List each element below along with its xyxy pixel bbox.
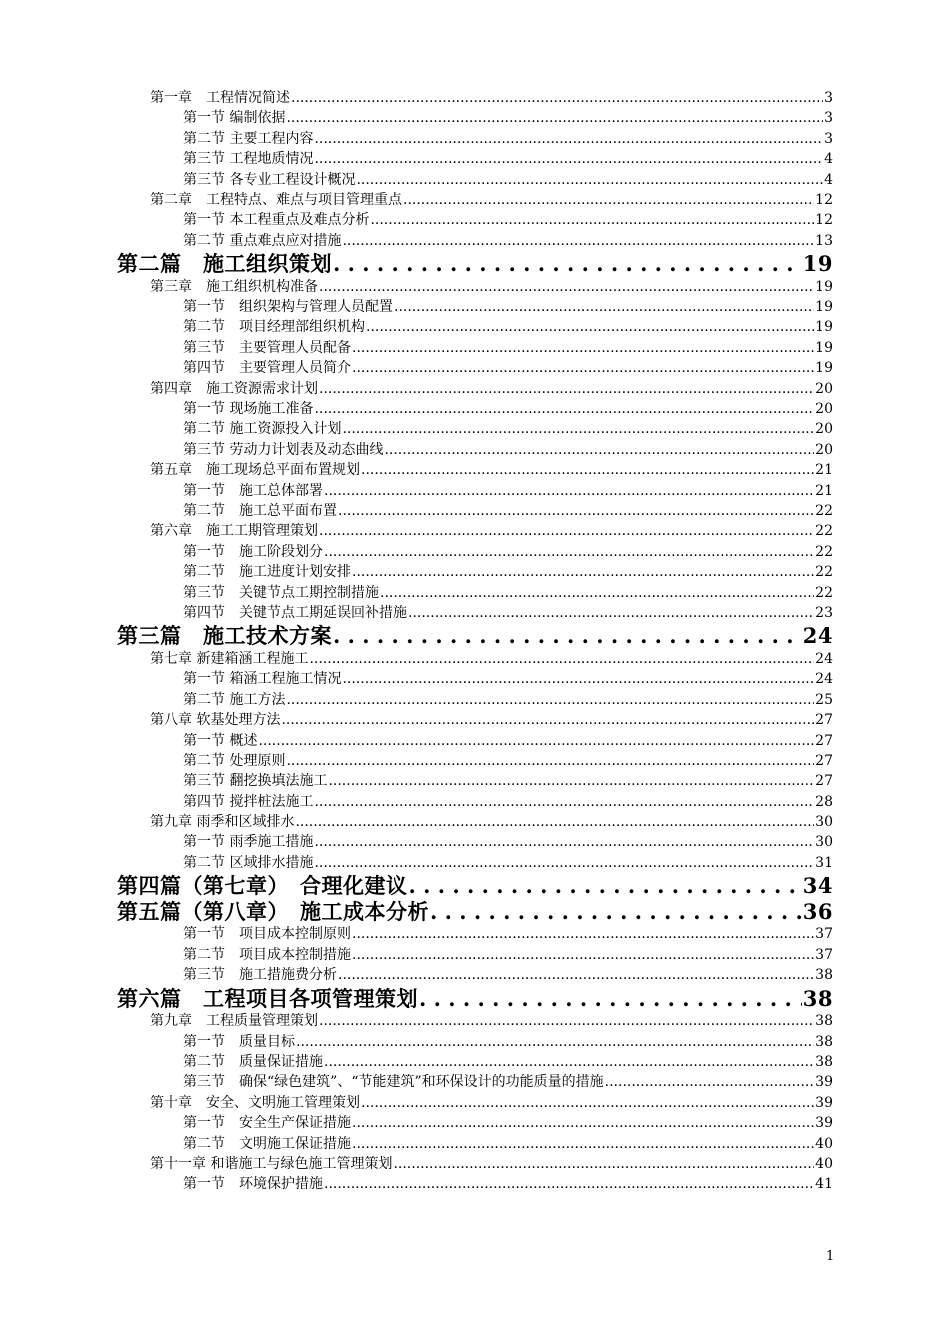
toc-entry-page: 19: [815, 319, 833, 336]
toc-entry-section[interactable]: [183, 440, 833, 460]
toc-entry-page: 3: [824, 110, 833, 127]
toc-entry-section[interactable]: [183, 318, 833, 338]
toc-entry-title: 第三节 翻挖换填法施工: [183, 773, 328, 790]
toc-entry-page: 22: [815, 564, 833, 581]
toc-entry-section[interactable]: [183, 481, 833, 501]
toc-leader-dots: [281, 710, 814, 730]
toc-entry-chapter[interactable]: [150, 460, 833, 480]
toc-leader-dots: [430, 899, 802, 925]
toc-entry-page: 27: [815, 712, 833, 729]
toc-entry-section[interactable]: [183, 583, 833, 603]
toc-leader-dots: [352, 945, 814, 965]
toc-entry-page: 22: [815, 503, 833, 519]
toc-entry-title: 第二节 施工总平面布置: [183, 503, 337, 519]
toc-entry-title: 第三节 劳动力计划表及动态曲线: [183, 441, 384, 458]
toc-entry-title: 第五篇（第八章） 施工成本分析: [117, 898, 429, 924]
toc-entry-page: 19: [815, 339, 833, 356]
toc-entry-page: 24: [815, 650, 833, 667]
toc-entry-title: 第二章 工程特点、难点与项目管理重点: [150, 191, 402, 208]
toc-entry-page: 38: [815, 1033, 833, 1050]
toc-leader-dots: [333, 251, 802, 277]
toc-leader-dots: [296, 1032, 814, 1052]
toc-entry-page: 22: [815, 584, 833, 601]
toc-entry-title: 第一节 组织架构与管理人员配置: [183, 299, 393, 316]
toc-leader-dots: [408, 603, 814, 623]
toc-entry-title: 第三节 主要管理人员配备: [183, 339, 351, 356]
toc-entry-page: 20: [815, 441, 833, 458]
toc-entry-title: 第九章 雨季和区域排水: [150, 814, 295, 831]
toc-entry-title: 第二节 施工资源投入计划: [183, 421, 342, 438]
toc-entry-title: 第一节 施工总体部署: [183, 482, 323, 499]
toc-entry-page: 12: [815, 212, 833, 229]
toc-entry-section[interactable]: [183, 562, 833, 582]
toc-entry-title: 第七章 新建箱涵工程施工: [150, 650, 309, 667]
toc-leader-dots: [342, 419, 814, 439]
toc-entry-section[interactable]: [183, 297, 833, 317]
toc-entry-page: 4: [824, 171, 833, 188]
toc-entry-title: 第三节 关键节点工期控制措施: [183, 584, 379, 601]
toc-leader-dots: [314, 129, 823, 149]
toc-entry-page: 37: [815, 946, 833, 963]
toc-entry-page: 27: [815, 773, 833, 790]
toc-entry-title: 第三节 工程地质情况: [183, 151, 314, 168]
toc-leader-dots: [314, 853, 814, 873]
toc-entry-section[interactable]: [183, 1113, 833, 1133]
toc-entry-page: 30: [815, 834, 833, 851]
toc-leader-dots: [394, 297, 814, 317]
toc-entry-page: 19: [802, 251, 833, 277]
toc-leader-dots: [319, 521, 814, 541]
toc-leader-dots: [352, 358, 814, 378]
toc-entry-page: 30: [815, 814, 833, 831]
toc-entry-section[interactable]: [183, 542, 833, 562]
toc-entry-page: 20: [815, 421, 833, 438]
toc-leader-dots: [352, 924, 814, 944]
table-of-contents: [0, 88, 950, 1195]
toc-entry-title: 第一节 安全生产保证措施: [183, 1115, 351, 1132]
toc-entry-page: 27: [815, 752, 833, 769]
toc-entry-title: 第二节 文明施工保证措施: [183, 1135, 351, 1152]
toc-entry-section[interactable]: [183, 1072, 833, 1092]
toc-entry-chapter[interactable]: [150, 521, 833, 541]
toc-entry-title: 第一节 雨季施工措施: [183, 834, 314, 851]
toc-entry-section[interactable]: [183, 690, 833, 710]
toc-entry-section[interactable]: [183, 231, 833, 251]
toc-entry-section[interactable]: [183, 731, 833, 751]
toc-entry-page: 21: [815, 462, 833, 479]
toc-leader-dots: [403, 190, 814, 210]
toc-entry-section[interactable]: [183, 669, 833, 689]
toc-entry-chapter[interactable]: [150, 88, 833, 108]
toc-entry-section[interactable]: [183, 1134, 833, 1154]
toc-leader-dots: [314, 149, 823, 169]
toc-leader-dots: [286, 108, 823, 128]
toc-entry-page: 38: [802, 985, 833, 1011]
toc-entry-section[interactable]: [183, 1174, 833, 1194]
toc-entry-page: 19: [815, 278, 833, 295]
toc-entry-title: 第六章 施工工期管理策划: [150, 523, 318, 540]
toc-entry-title: 第三篇 施工技术方案: [117, 623, 332, 649]
toc-leader-dots: [314, 832, 814, 852]
toc-leader-dots: [352, 1134, 814, 1154]
toc-leader-dots: [309, 649, 814, 669]
toc-leader-dots: [286, 751, 814, 771]
toc-entry-chapter[interactable]: [150, 812, 833, 832]
toc-entry-title: 第二节 主要工程内容: [183, 130, 314, 147]
toc-entry-chapter[interactable]: [150, 649, 833, 669]
toc-leader-dots: [361, 460, 814, 480]
toc-entry-page: 23: [815, 604, 833, 621]
toc-entry-title: 第二节 质量保证措施: [183, 1053, 323, 1070]
toc-entry-title: 第一节 项目成本控制原则: [183, 926, 351, 943]
toc-entry-title: 第四章 施工资源需求计划: [150, 380, 318, 397]
toc-leader-dots: [366, 317, 814, 337]
toc-entry-section[interactable]: [183, 170, 833, 190]
toc-leader-dots: [370, 210, 814, 230]
toc-entry-title: 第二节 项目经理部组织机构: [183, 319, 365, 336]
toc-leader-dots: [361, 1093, 814, 1113]
toc-entry-chapter[interactable]: [150, 1154, 833, 1174]
toc-entry-page: 41: [815, 1176, 833, 1193]
toc-entry-section[interactable]: [183, 129, 833, 149]
toc-entry-page: 24: [802, 623, 833, 649]
toc-entry-page: 39: [815, 1094, 833, 1111]
toc-entry-title: 第三章 施工组织机构准备: [150, 278, 318, 295]
toc-entry-title: 第三节 施工措施费分析: [183, 967, 337, 984]
toc-entry-page: 36: [802, 898, 833, 924]
toc-entry-part[interactable]: [117, 251, 833, 277]
toc-entry-page: 20: [815, 380, 833, 397]
toc-entry-part[interactable]: [117, 873, 833, 899]
toc-leader-dots: [409, 873, 802, 899]
toc-leader-dots: [291, 88, 823, 108]
toc-entry-page: 31: [815, 854, 833, 871]
toc-entry-page: 3: [824, 130, 833, 147]
toc-leader-dots: [258, 731, 814, 751]
toc-leader-dots: [324, 1174, 814, 1194]
toc-entry-section[interactable]: [183, 108, 833, 128]
toc-entry-section[interactable]: [183, 965, 833, 985]
toc-entry-title: 第一节 编制依据: [183, 110, 286, 127]
toc-entry-title: 第二节 施工进度计划安排: [183, 564, 351, 581]
toc-leader-dots: [319, 1011, 814, 1031]
toc-leader-dots: [352, 338, 814, 358]
toc-entry-page: 12: [815, 191, 833, 208]
toc-entry-title: 第二节 施工方法: [183, 691, 286, 708]
toc-leader-dots: [295, 812, 814, 832]
toc-entry-page: 21: [815, 482, 833, 499]
toc-entry-title: 第二节 项目成本控制措施: [183, 946, 351, 963]
toc-entry-page: 40: [815, 1135, 833, 1152]
toc-entry-page: 3: [824, 89, 833, 106]
toc-entry-page: 22: [815, 523, 833, 540]
toc-leader-dots: [314, 399, 814, 419]
toc-entry-page: 13: [815, 232, 833, 249]
toc-entry-page: 24: [815, 671, 833, 688]
toc-leader-dots: [314, 792, 814, 812]
toc-entry-page: 34: [802, 873, 833, 899]
toc-leader-dots: [338, 965, 814, 985]
toc-entry-section[interactable]: [183, 771, 833, 791]
toc-entry-section[interactable]: [183, 853, 833, 873]
toc-entry-section[interactable]: [183, 924, 833, 944]
toc-entry-title: 第二节 区域排水措施: [183, 854, 314, 871]
toc-leader-dots: [324, 1052, 814, 1072]
toc-entry-title: 第一节 本工程重点及难点分析: [183, 212, 370, 229]
toc-entry-title: 第十章 安全、文明施工管理策划: [150, 1094, 360, 1111]
toc-leader-dots: [380, 583, 814, 603]
toc-entry-title: 第四节 关键节点工期延误回补措施: [183, 604, 407, 621]
toc-entry-title: 第二节 重点难点应对措施: [183, 232, 342, 249]
toc-entry-section[interactable]: [183, 210, 833, 230]
toc-entry-title: 第二篇 施工组织策划: [117, 251, 332, 277]
toc-entry-page: 19: [815, 299, 833, 316]
toc-entry-page: 37: [815, 926, 833, 943]
toc-entry-title: 第一节 概述: [183, 732, 258, 749]
toc-entry-title: 第六篇 工程项目各项管理策划: [117, 985, 418, 1011]
toc-entry-page: 38: [815, 1013, 833, 1030]
toc-entry-chapter[interactable]: [150, 379, 833, 399]
toc-leader-dots: [419, 986, 802, 1012]
toc-leader-dots: [338, 501, 814, 521]
toc-entry-section[interactable]: [183, 501, 833, 521]
toc-entry-section[interactable]: [183, 358, 833, 378]
toc-entry-section[interactable]: [183, 1052, 833, 1072]
toc-leader-dots: [342, 231, 814, 251]
toc-leader-dots: [324, 481, 814, 501]
toc-entry-page: 4: [824, 151, 833, 168]
toc-entry-part[interactable]: [117, 986, 833, 1012]
toc-entry-section[interactable]: [183, 751, 833, 771]
toc-entry-page: 27: [815, 732, 833, 749]
toc-entry-title: 第三节 确保“绿色建筑”、“节能建筑”和环保设计的功能质量的措施: [183, 1074, 604, 1091]
toc-leader-dots: [393, 1154, 814, 1174]
toc-entry-section[interactable]: [183, 1032, 833, 1052]
toc-entry-section[interactable]: [183, 945, 833, 965]
toc-leader-dots: [324, 542, 814, 562]
toc-leader-dots: [342, 669, 814, 689]
toc-entry-page: 22: [815, 543, 833, 560]
toc-entry-section[interactable]: [183, 399, 833, 419]
toc-entry-section[interactable]: [183, 832, 833, 852]
toc-entry-title: 第一节 环境保护措施: [183, 1176, 323, 1193]
toc-entry-title: 第二节 处理原则: [183, 752, 286, 769]
toc-entry-page: 40: [815, 1155, 833, 1172]
toc-entry-title: 第一节 质量目标: [183, 1033, 295, 1050]
toc-entry-page: 19: [815, 360, 833, 377]
toc-leader-dots: [319, 277, 814, 297]
toc-entry-page: 38: [815, 1053, 833, 1070]
toc-entry-page: 20: [815, 401, 833, 418]
toc-entry-title: 第三节 各专业工程设计概况: [183, 171, 356, 188]
toc-entry-title: 第十一章 和谐施工与绿色施工管理策划: [150, 1155, 393, 1172]
toc-entry-section[interactable]: [183, 603, 833, 623]
toc-entry-title: 第八章 软基处理方法: [150, 712, 281, 729]
toc-entry-section[interactable]: [183, 792, 833, 812]
toc-entry-part[interactable]: [117, 623, 833, 649]
toc-entry-page: 39: [815, 1074, 833, 1091]
toc-entry-title: 第一节 施工阶段划分: [183, 543, 323, 560]
toc-entry-part[interactable]: [117, 899, 833, 925]
toc-leader-dots: [319, 379, 814, 399]
page-number: 1: [826, 1249, 835, 1264]
toc-entry-section[interactable]: [183, 149, 833, 169]
toc-entry-page: 25: [815, 691, 833, 708]
toc-entry-title: 第一节 现场施工准备: [183, 401, 314, 418]
toc-entry-title: 第四节 搅拌桩法施工: [183, 793, 314, 810]
toc-entry-title: 第五章 施工现场总平面布置规划: [150, 462, 360, 479]
toc-leader-dots: [333, 623, 802, 649]
toc-entry-section[interactable]: [183, 419, 833, 439]
toc-leader-dots: [384, 440, 814, 460]
toc-leader-dots: [352, 562, 814, 582]
toc-entry-page: 38: [815, 967, 833, 984]
toc-entry-title: 第一章 工程情况简述: [150, 89, 290, 106]
toc-entry-page: 39: [815, 1115, 833, 1132]
toc-entry-title: 第四节 主要管理人员简介: [183, 360, 351, 377]
toc-leader-dots: [328, 771, 814, 791]
toc-leader-dots: [356, 170, 823, 190]
toc-leader-dots: [605, 1072, 815, 1092]
toc-leader-dots: [352, 1113, 814, 1133]
toc-entry-title: 第一节 箱涵工程施工情况: [183, 671, 342, 688]
toc-entry-chapter[interactable]: [150, 1093, 833, 1113]
toc-entry-page: 28: [815, 793, 833, 810]
toc-entry-title: 第九章 工程质量管理策划: [150, 1013, 318, 1030]
toc-entry-chapter[interactable]: [150, 190, 833, 210]
toc-leader-dots: [286, 690, 814, 710]
toc-entry-chapter[interactable]: [150, 710, 833, 730]
toc-entry-chapter[interactable]: [150, 1011, 833, 1031]
toc-entry-chapter[interactable]: [150, 277, 833, 297]
toc-entry-section[interactable]: [183, 338, 833, 358]
toc-entry-title: 第四篇（第七章） 合理化建议: [117, 873, 408, 899]
